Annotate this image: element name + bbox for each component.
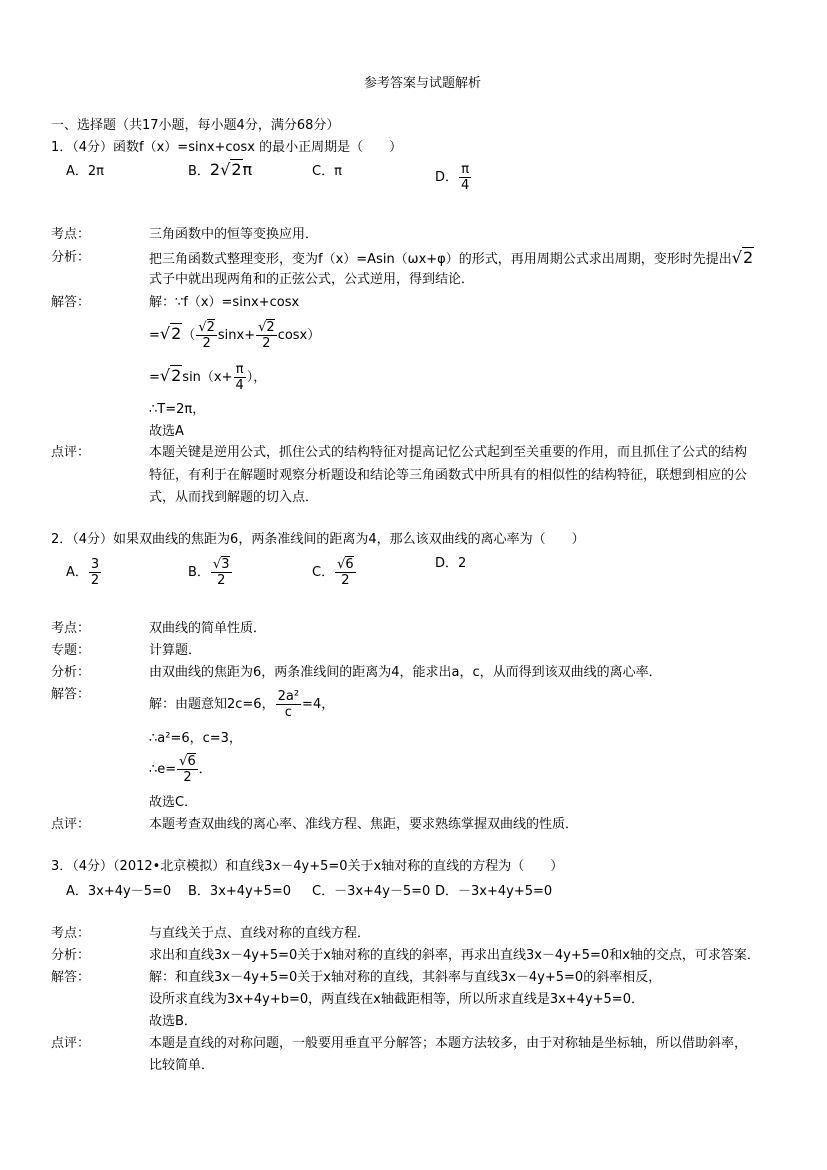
sqrt-expression: √2 xyxy=(220,160,242,179)
fenxi-text-2: 式子中就出现两角和的正弦公式，公式逆用，得到结论． xyxy=(149,272,475,287)
label-zhuanti: 专题： xyxy=(51,643,91,658)
jieda-line-3: ∴e= $\frac{√6}{2}$ ． xyxy=(149,754,212,785)
jieda-line-1: 解：∵f（x）=sinx+cosx xyxy=(149,295,300,310)
dianping-line-1: 本题关键是逆用公式，抓住公式的结构特征对提高记忆公式起到至关重要的作用，而且抓住了公式的结构 xyxy=(149,445,748,460)
jieda-line-4: 故选C． xyxy=(149,795,198,810)
jieda-line-1: 解：和直线3x－4y+5=0关于x轴对称的直线，其斜率与直线3x－4y+5=0的斜率相反， xyxy=(149,970,662,985)
label-jieda: 解答： xyxy=(51,970,91,985)
label-kaodian: 考点： xyxy=(51,621,91,636)
option-d: D．－3x+4y+5=0 xyxy=(435,884,553,899)
label-dianping: 点评： xyxy=(51,1036,91,1051)
label-dianping: 点评： xyxy=(51,445,91,460)
section-heading: 一、选择题（共17小题，每小题4分，满分68分） xyxy=(51,118,340,133)
jieda-line-2: 设所求直线为3x+4y+b=0，两直线在x轴截距相等，所以所求直线是3x+4y+5=0． xyxy=(149,992,644,1007)
fenxi-text: 把三角函数式整理变形，变为f（x）=Asin（ωx+φ）的形式，再用周期公式求出周期，变形时先提出√2 xyxy=(149,248,754,267)
dianping-line-2: 特征，有利于在解题时观察分析题设和结论等三角函数式中所具有的相似性的结构特征，联想到相应的公 xyxy=(149,468,748,483)
jieda-line-5: 故选A xyxy=(149,424,184,439)
option-a: A．3x+4y－5=0 xyxy=(66,884,172,899)
question-stem: 1．（4分）函数f（x）=sinx+cosx 的最小正周期是（ ） xyxy=(51,140,403,155)
kaodian-text: 与直线关于点、直线对称的直线方程． xyxy=(149,926,371,941)
jieda-line-3: =√2sin（x+ $\frac{\pi}{4}$ ）， xyxy=(149,362,267,393)
label-jieda: 解答： xyxy=(51,687,91,702)
kaodian-text: 双曲线的简单性质． xyxy=(149,621,267,636)
fraction: $\frac{\pi}{4}$ xyxy=(461,162,470,193)
kaodian-text: 三角函数中的恒等变换应用． xyxy=(149,227,319,242)
question-stem: 3．（4分）（2012•北京模拟）和直线3x－4y+5=0关于x轴对称的直线的方程为（ ） xyxy=(51,859,564,874)
dianping-line-1: 本题是直线的对称问题，一般要用垂直平分解答；本题方法较多，由于对称轴是坐标轴，所以借助斜率， xyxy=(149,1036,748,1051)
option-d: D． $\frac{\pi}{4}$ xyxy=(435,162,470,193)
jieda-line-3: 故选B． xyxy=(149,1014,197,1029)
option-b: B．3x+4y+5=0 xyxy=(188,884,292,899)
option-b: B．2√2π xyxy=(188,160,253,179)
label-kaodian: 考点： xyxy=(51,227,91,242)
jieda-line-4: ∴T=2π， xyxy=(149,402,206,417)
label-jieda: 解答： xyxy=(51,295,91,310)
fenxi-text: 求出和直线3x－4y+5=0关于x轴对称的直线的斜率，再求出直线3x－4y+5=0和x轴的交点，可求答案． xyxy=(149,948,760,963)
jieda-line-2: ∴a²=6，c=3， xyxy=(149,731,242,746)
option-c: C． $\frac{√6}{2}$ xyxy=(312,557,354,588)
option-c: C．π xyxy=(312,164,342,179)
dianping-line-3: 式，从而找到解题的切入点． xyxy=(149,490,319,505)
option-c: C．－3x+4y－5=0 xyxy=(312,884,431,899)
fenxi-text: 由双曲线的焦距为6，两条准线间的距离为4，能求出a，c，从而得到该双曲线的离心率． xyxy=(149,665,662,680)
dianping-text: 本题考查双曲线的离心率、准线方程、焦距，要求熟练掌握双曲线的性质． xyxy=(149,817,579,832)
jieda-line-1: 解：由题意知2c=6， $\frac{\text{2a²}}{c}$ =4， xyxy=(149,689,335,720)
zhuanti-text: 计算题． xyxy=(149,643,202,658)
label-kaodian: 考点： xyxy=(51,926,91,941)
page-title: 参考答案与试题解析 xyxy=(364,76,482,91)
label-fenxi: 分析： xyxy=(51,948,91,963)
label-dianping: 点评： xyxy=(51,817,91,832)
label-fenxi: 分析： xyxy=(51,250,91,265)
option-a: A． $\frac{3}{2}$ xyxy=(66,557,100,588)
question-stem: 2．（4分）如果双曲线的焦距为6，两条准线间的距离为4，那么该双曲线的离心率为（ ） xyxy=(51,532,585,547)
option-a: A．2π xyxy=(66,164,104,179)
jieda-line-2: =√2（ $\frac{√2}{2}$ sinx+ $\frac{√2}{2}$ cosx） xyxy=(149,320,321,351)
dianping-line-2: 比较简单． xyxy=(149,1058,215,1073)
option-b: B． $\frac{√3}{2}$ xyxy=(188,557,230,588)
label-fenxi: 分析： xyxy=(51,665,91,680)
option-d: D．2 xyxy=(435,556,467,571)
